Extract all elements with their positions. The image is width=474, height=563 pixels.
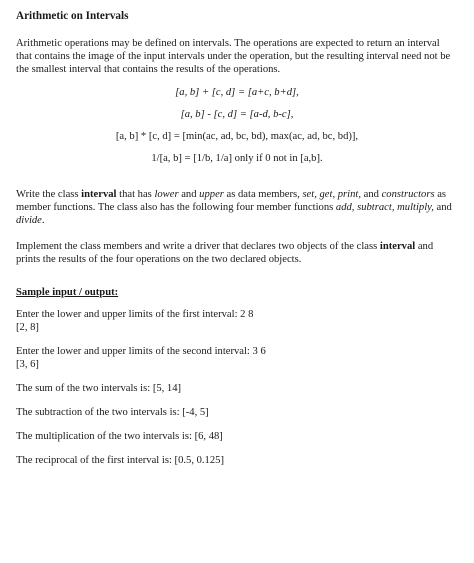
task-set-get-print: set, get, print, bbox=[302, 189, 361, 200]
formula-add-text: [a, b] + [c, d] = [a+c, b+d], bbox=[175, 87, 299, 98]
sample-prompt-2: Enter the lower and upper limits of the second interval: 3 6 bbox=[16, 346, 266, 357]
sample-multiplication bbox=[16, 430, 458, 443]
sample-subtraction-line: The subtraction of the two intervals is: [-4, 5] bbox=[16, 407, 209, 418]
task-text-1: Write the class bbox=[16, 189, 82, 200]
sample-reciprocal-line: The reciprocal of the first interval is: [0.5, 0.125] bbox=[16, 455, 224, 466]
formula-sub-text: [a, b] - [c, d] = [a-d, b-c], bbox=[180, 109, 294, 120]
intro-paragraph: Arithmetic operations may be defined on intervals. The operations are expected to return an interval that contains the image of the input intervals under the operation, but the resulting interval need not be the smallest interval that contains the results of the operations. bbox=[16, 38, 451, 75]
formula-add bbox=[16, 82, 458, 104]
task-ops: add, subtract, multiply, bbox=[335, 202, 434, 213]
task-text-5: and bbox=[361, 189, 382, 200]
task-text-3: and bbox=[178, 189, 200, 200]
sample-multiplication-line: The multiplication of the two intervals is: [6, 48] bbox=[16, 431, 223, 442]
formula-mul bbox=[16, 126, 458, 148]
task-class-name: interval bbox=[81, 189, 117, 200]
task-text-8: . bbox=[41, 215, 45, 226]
sample-heading: Sample input / output: bbox=[16, 287, 119, 298]
implement-paragraph bbox=[16, 240, 458, 266]
sample-echo-2: [3, 6] bbox=[16, 359, 39, 370]
sample-block-1 bbox=[16, 308, 458, 334]
sample-sum bbox=[16, 382, 458, 395]
sample-subtraction bbox=[16, 406, 458, 419]
task-text-4: as data members, bbox=[223, 189, 303, 200]
formula-block bbox=[16, 82, 458, 170]
implement-text-1: Implement the class members and write a driver that declares two objects of the class bbox=[16, 241, 380, 252]
sample-echo-1: [2, 8] bbox=[16, 322, 39, 333]
page-title: Arithmetic on Intervals bbox=[16, 10, 129, 22]
implement-class-name: interval bbox=[379, 241, 416, 252]
formula-mul-text: [a, b] * [c, d] = [min(ac, ad, bc, bd), max(ac, ad, bc, bd)], bbox=[115, 131, 359, 142]
sample-reciprocal bbox=[16, 454, 458, 467]
task-constructors: constructors bbox=[381, 189, 435, 200]
task-text-6: as member functions. The class also has the following four member functions bbox=[16, 189, 447, 213]
formula-sub bbox=[16, 104, 458, 126]
sample-sum-line: The sum of the two intervals is: [5, 14] bbox=[16, 383, 182, 394]
formula-rec-text: 1/[a, b] = [1/b, 1/a] only if 0 not in [a,b]. bbox=[151, 153, 323, 164]
task-paragraph bbox=[16, 188, 458, 227]
task-text-7: and bbox=[433, 202, 452, 213]
task-text-2: that has bbox=[116, 189, 155, 200]
sample-prompt-1: Enter the lower and upper limits of the first interval: 2 8 bbox=[16, 309, 254, 320]
task-divide: divide bbox=[16, 215, 42, 226]
task-upper: upper bbox=[199, 189, 224, 200]
task-lower: lower bbox=[154, 189, 179, 200]
sample-block-2 bbox=[16, 345, 458, 371]
implement-text-2: and prints the results of the four operations on the two declared objects. bbox=[16, 241, 434, 265]
formula-rec bbox=[16, 148, 458, 170]
